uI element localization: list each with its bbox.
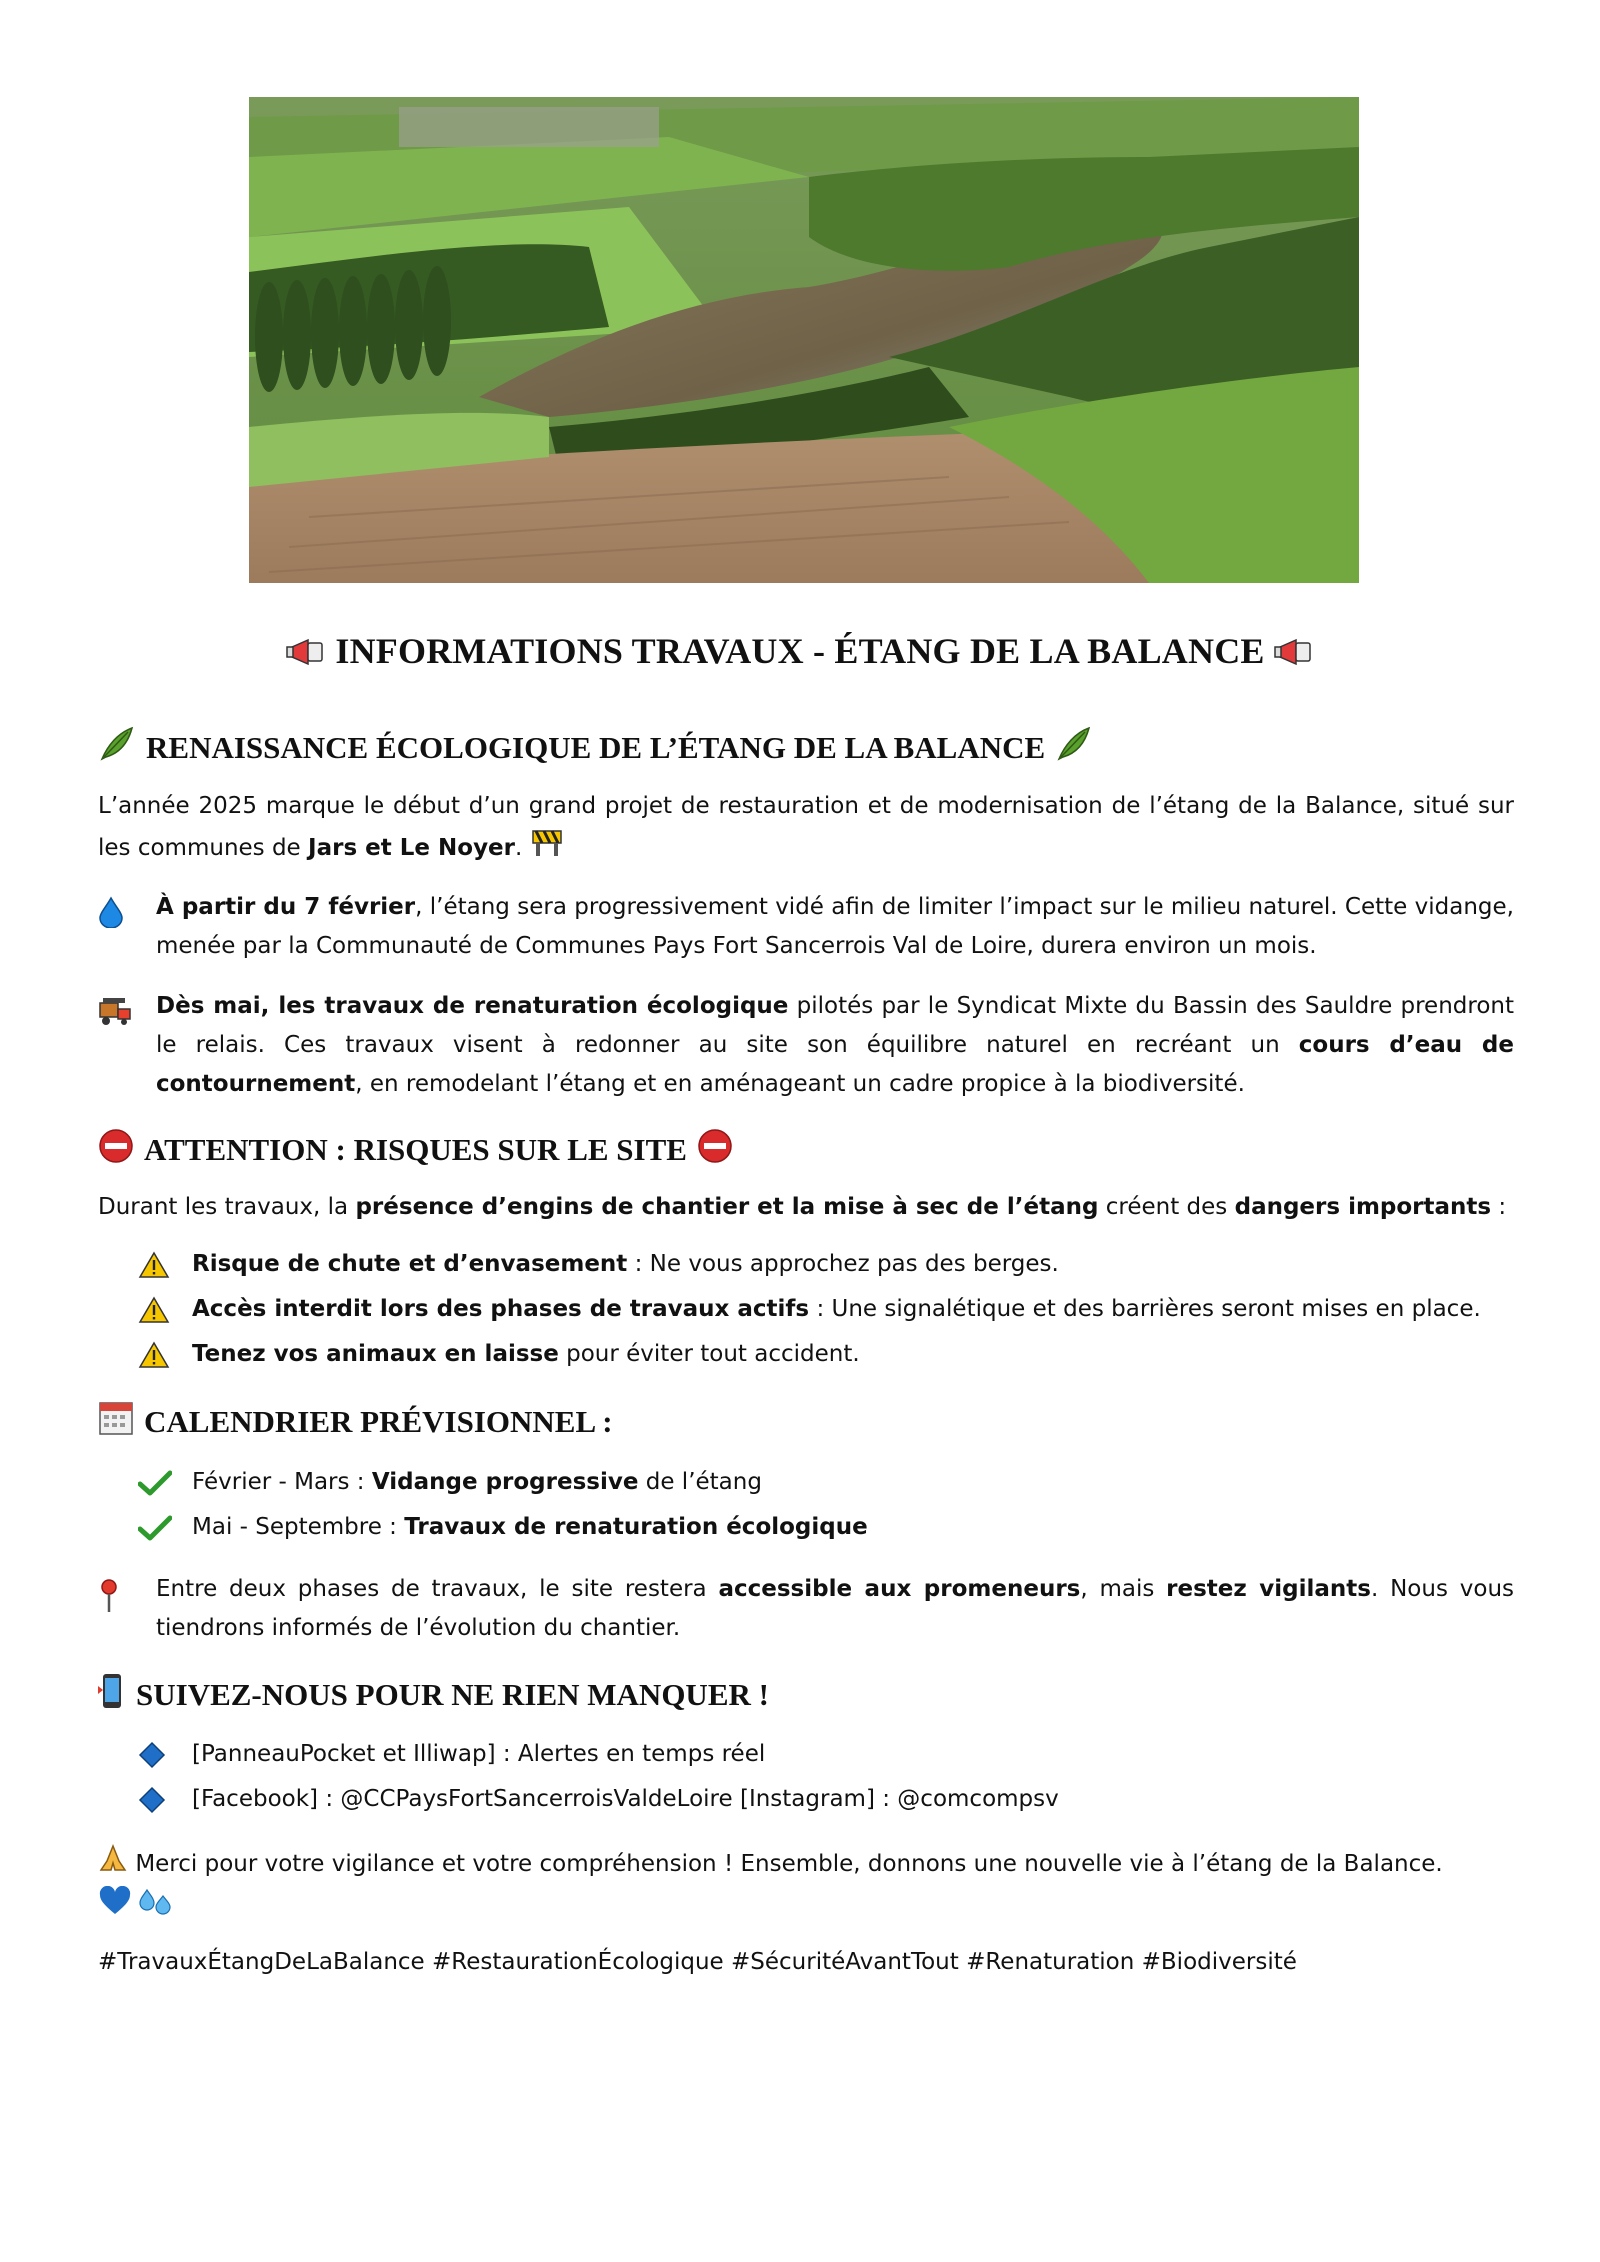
intro-end: . — [515, 835, 523, 861]
thanks-paragraph — [98, 1843, 1514, 1929]
risk-item-text: pour éviter tout accident. — [558, 1341, 860, 1367]
pushpin-icon — [98, 1594, 120, 1620]
risks-intro-a: Durant les travaux, la — [98, 1194, 356, 1220]
calendar-icon — [98, 1400, 134, 1444]
blue-heart-icon — [98, 1886, 132, 1929]
info-bullet-renaturation — [98, 987, 1514, 1104]
note-d: restez vigilants — [1166, 1576, 1371, 1602]
droplet-icon — [98, 908, 124, 934]
note-e: . Nous vous tiendrons informés de l’évolution du chantier. — [156, 1576, 1514, 1641]
section-heading-text: SUIVEZ-NOUS POUR NE RIEN MANQUER ! — [136, 1677, 769, 1712]
calendar-item — [138, 1463, 762, 1502]
section-heading-text: RENAISSANCE ÉCOLOGIQUE DE L’ÉTANG DE LA BALANCE — [146, 730, 1046, 765]
megaphone-icon — [1274, 634, 1314, 676]
warning-icon — [138, 1296, 192, 1324]
renaturation-text: pilotés par le Syndicat Mixte du Bassin des Sauldre prendront le relais. Ces travaux visent à redonner au site son équilibre naturel en recréant un — [156, 993, 1514, 1058]
aerial-photo-pond — [249, 97, 1359, 583]
thanks-text: Merci pour votre vigilance et votre compréhension ! Ensemble, donnons une nouvelle vie à l’étang de la Balance. — [135, 1851, 1443, 1877]
blue-diamond-icon — [138, 1786, 192, 1814]
calendar-item-period: Février - Mars : — [192, 1469, 372, 1495]
warning-icon — [138, 1251, 192, 1279]
follow-item — [138, 1780, 1059, 1819]
megaphone-icon — [286, 634, 326, 676]
no-entry-icon — [697, 1128, 733, 1172]
intro-paragraph — [98, 787, 1514, 871]
risk-item-text: : Ne vous approchez pas des berges. — [627, 1251, 1059, 1277]
check-mark-icon — [138, 1515, 192, 1541]
page-title — [0, 630, 1600, 676]
leaf-icon — [1055, 725, 1093, 771]
warning-icon — [138, 1341, 192, 1369]
vidange-text: , l’étang sera progressivement vidé afin de limiter l’impact sur le milieu naturel. Cette vidange, menée par la Communauté de Communes Pays Fort Sancerrois Val de Loire, durera environ un mois. — [156, 894, 1514, 959]
sweat-droplets-icon — [139, 1886, 173, 1929]
note-c: , mais — [1080, 1576, 1167, 1602]
risks-intro-d: dangers importants — [1234, 1194, 1492, 1220]
risks-intro-e: : — [1491, 1194, 1507, 1220]
risks-intro-b: présence d’engins de chantier et la mise à sec de l’étang — [355, 1194, 1099, 1220]
risk-item-bold: Accès interdit lors des phases de travaux actifs — [192, 1296, 810, 1322]
mobile-phone-icon — [98, 1672, 126, 1718]
section-heading-attention — [98, 1128, 733, 1172]
leaf-icon — [98, 725, 136, 771]
risk-item — [138, 1335, 860, 1374]
renaturation-end: , en remodelant l’étang et en aménageant un cadre propice à la biodiversité. — [355, 1071, 1245, 1097]
blue-diamond-icon — [138, 1741, 192, 1769]
vidange-date: À partir du 7 février — [156, 894, 416, 920]
section-heading-suivez — [98, 1672, 769, 1718]
follow-item — [138, 1735, 765, 1774]
section-heading-text: CALENDRIER PRÉVISIONNEL : — [144, 1404, 613, 1439]
intro-communes: Jars et Le Noyer — [308, 835, 515, 861]
intro-text: L’année 2025 marque le début d’un grand projet de restauration et de modernisation de l’étang de la Balance, situé sur les communes de — [98, 793, 1514, 861]
section-heading-text: ATTENTION : RISQUES SUR LE SITE — [144, 1132, 687, 1167]
renaturation-lead: Dès mai, les travaux de renaturation écologique — [156, 993, 789, 1019]
section-heading-renaissance — [98, 725, 1093, 771]
no-entry-icon — [98, 1128, 134, 1172]
note-b: accessible aux promeneurs — [718, 1576, 1081, 1602]
renaturation-cours-eau: cours d’eau de contournement — [156, 1032, 1514, 1097]
follow-item-text: [PanneauPocket et Illiwap] : Alertes en temps réel — [192, 1741, 766, 1767]
risk-item-bold: Risque de chute et d’envasement — [192, 1251, 628, 1277]
check-mark-icon — [138, 1470, 192, 1496]
calendar-item — [138, 1508, 868, 1547]
aerial-photo-illustration — [249, 97, 1359, 583]
risk-item-bold: Tenez vos animaux en laisse — [192, 1341, 559, 1367]
calendar-item-text: de l’étang — [638, 1469, 762, 1495]
risk-item — [138, 1290, 1481, 1329]
calendar-item-bold: Vidange progressive — [371, 1469, 639, 1495]
risk-item-text: : Une signalétique et des barrières seront mises en place. — [809, 1296, 1481, 1322]
info-bullet-vidange — [98, 888, 1514, 966]
calendar-item-period: Mai - Septembre : — [192, 1514, 405, 1540]
calendar-item-bold: Travaux de renaturation écologique — [404, 1514, 868, 1540]
risks-intro — [98, 1188, 1514, 1227]
follow-item-text: [Facebook] : @CCPaysFortSancerroisValdeLoire [Instagram] : @comcompsv — [192, 1786, 1059, 1812]
section-heading-calendrier — [98, 1400, 613, 1444]
page-title-text: INFORMATIONS TRAVAUX - ÉTANG DE LA BALANCE — [335, 631, 1265, 671]
folded-hands-icon — [98, 1843, 128, 1886]
tractor-icon — [98, 1007, 132, 1033]
construction-barrier-icon — [530, 826, 564, 871]
risk-item — [138, 1245, 1059, 1284]
calendar-note — [98, 1570, 1514, 1648]
risks-intro-c: créent des — [1098, 1194, 1235, 1220]
hashtags: #TravauxÉtangDeLaBalance #RestaurationÉcologique #SécuritéAvantTout #Renaturation #Biodiversité — [98, 1949, 1297, 1975]
note-a: Entre deux phases de travaux, le site restera — [156, 1576, 719, 1602]
